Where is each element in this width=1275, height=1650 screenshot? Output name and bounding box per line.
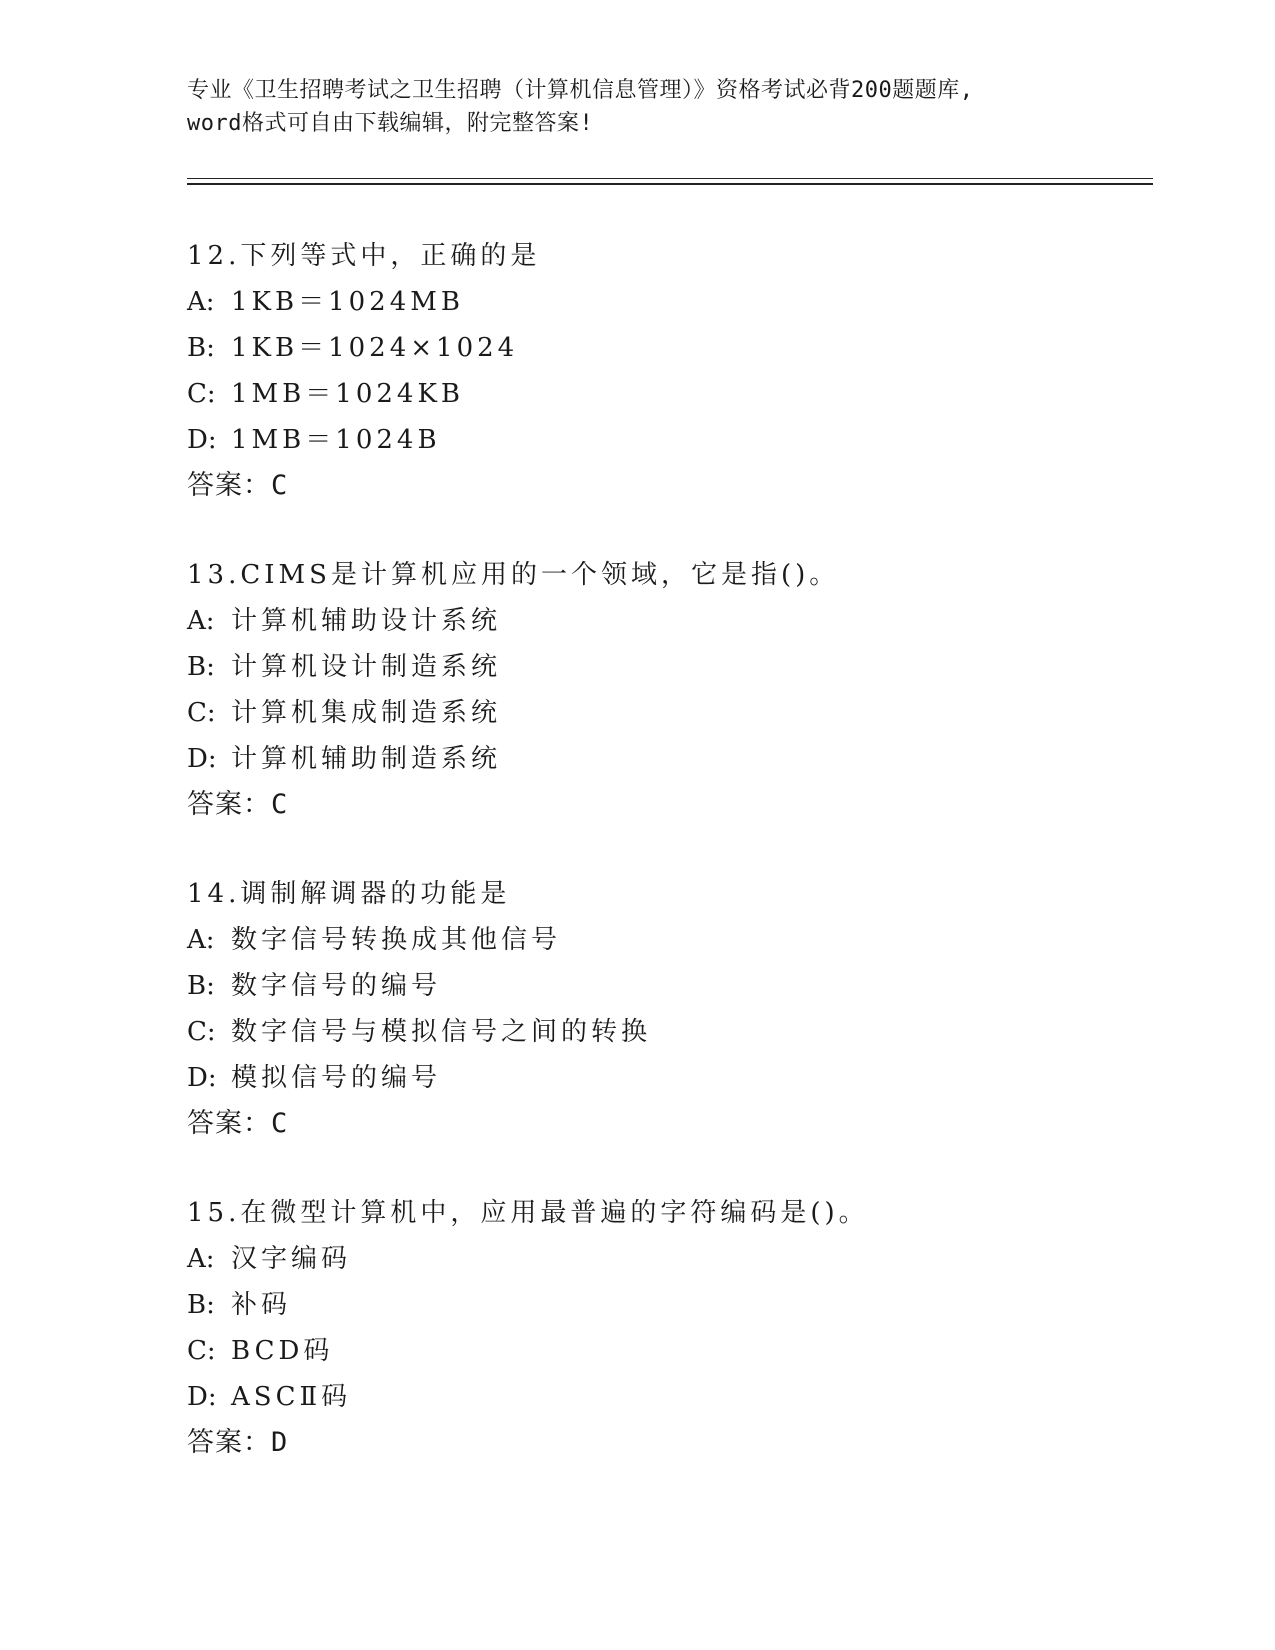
header-line-2: word格式可自由下载编辑，附完整答案! [187,111,594,136]
option-letter: C: [187,1336,216,1366]
option-text: 1MB＝1024KB [231,379,464,409]
option-a [187,1236,1137,1282]
option-d [187,736,1137,782]
option-text: 1KB＝1024MB [231,287,464,317]
question-title: 13.CIMS是计算机应用的一个领域，它是指()。 [187,560,840,590]
header-divider-thin [187,178,1153,179]
question-13 [187,552,1137,828]
question-title: 15.在微型计算机中，应用最普遍的字符编码是()。 [187,1198,869,1228]
option-letter: C: [187,1017,216,1047]
option-letter: D: [187,425,217,455]
option-text: 汉字编码 [231,1244,352,1274]
option-letter: D: [187,1382,217,1412]
header-line-1: 专业《卫生招聘考试之卫生招聘（计算机信息管理）》资格考试必背200题题库, [187,78,974,103]
option-text: 数字信号与模拟信号之间的转换 [231,1017,652,1047]
option-c [187,690,1137,736]
option-text: 数字信号的编号 [231,971,442,1001]
option-letter: C: [187,379,216,409]
option-text: 1MB＝1024B [231,425,441,455]
option-a [187,279,1137,325]
question-title: 12.下列等式中，正确的是 [187,241,541,271]
option-b [187,1282,1137,1328]
option-c [187,1009,1137,1055]
option-letter: A: [187,287,215,317]
option-letter: C: [187,698,216,728]
answer: 答案：D [187,1427,289,1458]
option-d [187,1055,1137,1101]
option-text: 计算机辅助制造系统 [231,744,502,774]
option-text: 数字信号转换成其他信号 [231,925,562,955]
question-15 [187,1190,1137,1466]
header-divider-thick [187,183,1153,185]
option-letter: D: [187,1063,217,1093]
answer: 答案：C [187,1108,289,1139]
option-letter: B: [187,652,215,682]
option-c [187,371,1137,417]
answer: 答案：C [187,470,289,501]
option-letter: B: [187,333,215,363]
option-text: ASCⅡ码 [231,1382,352,1412]
answer: 答案：C [187,789,289,820]
option-a [187,917,1137,963]
question-12 [187,233,1137,509]
question-title: 14.调制解调器的功能是 [187,879,511,909]
option-text: 补码 [231,1290,292,1320]
option-a [187,598,1137,644]
question-14 [187,871,1137,1147]
option-letter: D: [187,744,217,774]
option-letter: A: [187,1244,215,1274]
option-b [187,325,1137,371]
option-text: 计算机辅助设计系统 [231,606,502,636]
option-letter: A: [187,925,215,955]
option-b [187,963,1137,1009]
option-text: BCD码 [231,1336,334,1366]
option-letter: B: [187,1290,215,1320]
option-d [187,417,1137,463]
option-d [187,1374,1137,1420]
option-text: 1KB＝1024×1024 [231,333,519,363]
document-header [187,74,1087,140]
option-text: 计算机集成制造系统 [231,698,502,728]
option-b [187,644,1137,690]
option-text: 计算机设计制造系统 [231,652,502,682]
option-c [187,1328,1137,1374]
option-text: 模拟信号的编号 [231,1063,442,1093]
option-letter: A: [187,606,215,636]
option-letter: B: [187,971,215,1001]
